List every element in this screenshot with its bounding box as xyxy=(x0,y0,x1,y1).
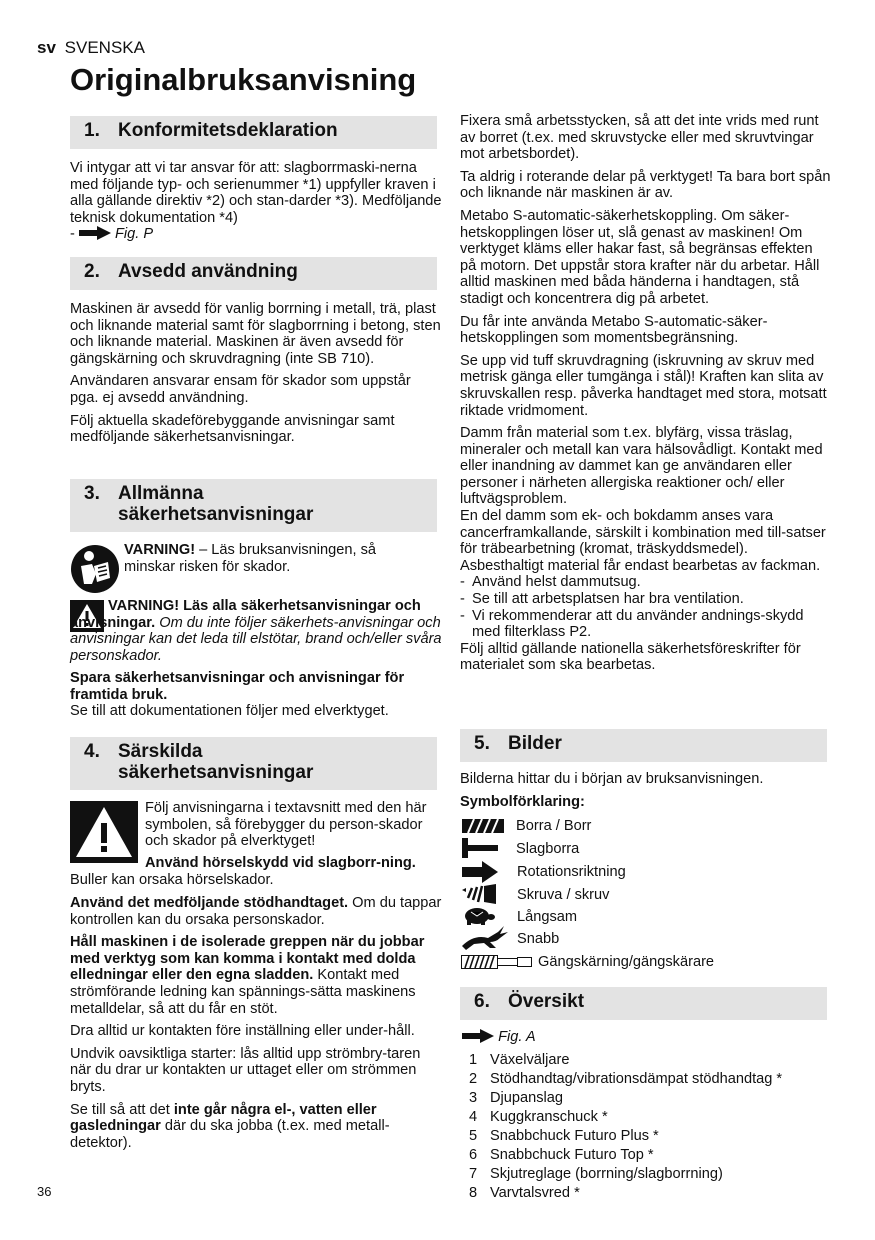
hearing-bold: Använd hörselskydd vid slagborr-ning. xyxy=(145,855,416,871)
section-5-heading xyxy=(460,729,827,762)
figures-intro: Bilderna hittar du i början av bruksanvisningen. xyxy=(460,771,764,787)
section-6-heading xyxy=(460,987,827,1020)
warning-read-manual xyxy=(124,542,424,575)
clutch-torque-text: Du får inte använda Metabo S-automatic-säker-hetskopplingen som momentsbegränsning. xyxy=(460,313,768,347)
warning-text: – Läs bruksanvisningen, så minskar risken för skador. xyxy=(124,542,376,575)
hare-icon xyxy=(460,926,510,950)
list-item xyxy=(469,1127,839,1146)
grip-paragraph xyxy=(70,934,442,1017)
list-item xyxy=(469,1165,839,1184)
item-label: Snabbchuck Futuro Plus * xyxy=(490,1128,659,1144)
unplug-text: Dra alltid ur kontakten före inställning eller under-håll. xyxy=(70,1023,415,1040)
section-5-text xyxy=(460,771,832,810)
symbol-label: Skruva / skruv xyxy=(517,887,610,903)
page-title: Originalbruksanvisning xyxy=(70,62,417,97)
liability-text: Användaren ansvarar ensam för skador som uppstår pga. ej avsedd användning. xyxy=(70,373,411,406)
right-column-text xyxy=(460,113,832,674)
warning-italic-text: Om du inte följer säkerhets-anvisningar och anvisningar kan det leda till elstötar, brand och/eller svåra personskador. xyxy=(70,614,442,664)
list-item-text: Vi rekommenderar att du använder andnings-skydd med filterklass P2. xyxy=(472,607,804,641)
item-label: Snabbchuck Futuro Top * xyxy=(490,1147,654,1163)
page-number: 36 xyxy=(37,1184,52,1199)
item-label: Kuggkranschuck * xyxy=(490,1109,608,1125)
hammer-icon xyxy=(462,838,498,858)
handle-bold: Använd det medföljande stödhandtaget. xyxy=(70,895,349,911)
language-code: sv xyxy=(37,38,56,57)
section-number: 4. xyxy=(84,741,100,762)
item-label: Varvtalsvred * xyxy=(490,1185,580,1201)
symbol-label: Långsam xyxy=(517,909,578,925)
item-number: 5 xyxy=(469,1128,478,1144)
item-number: 6 xyxy=(469,1147,478,1163)
list-item: - Se till att arbetsplatsen har bra ventilation. xyxy=(460,591,744,608)
rotating-parts-text: Ta aldrig i roterande delar på verktyget! Ta bara bort spån och liknande när maskinen är av. xyxy=(460,168,831,202)
grip-bold: Håll maskinen i de isolerade greppen när du jobbar med verktyg som kan komma i kontakt med dolda elledningar eller den egna sladden. xyxy=(70,934,425,984)
keep-instructions xyxy=(70,670,442,720)
symbol-label: Snabb xyxy=(517,931,560,947)
item-number: 3 xyxy=(469,1090,478,1106)
warning-all-instructions xyxy=(70,598,442,664)
section-title: Bilder xyxy=(508,733,562,754)
tap-icon xyxy=(461,955,533,969)
symbol-intro-text: Följ anvisningarna i textavsnitt med den här symbolen, så förebygger du person-skador och skador på elverktyget! xyxy=(145,800,427,850)
hearing-text: Buller kan orsaka hörselskador. xyxy=(70,871,274,888)
item-label: Skjutreglage (borrning/slagborrning) xyxy=(490,1166,723,1182)
list-item xyxy=(469,1184,839,1203)
language-label xyxy=(37,38,145,58)
dash: - xyxy=(70,226,75,243)
section-number: 2. xyxy=(84,261,100,282)
prevention-text: Följ aktuella skadeförebyggande anvisningar samt medföljande säkerhetsanvisningar. xyxy=(70,412,395,446)
item-label: Djupanslag xyxy=(490,1090,564,1106)
legend-title: Symbolförklaring: xyxy=(460,793,585,810)
hearing-protection xyxy=(70,855,442,888)
read-manual-icon xyxy=(70,544,120,594)
overview-figure-ref xyxy=(462,1029,536,1046)
dust-text: Damm från material som t.ex. blyfärg, vissa träslag, mineraler och metall kan vara hälsovådligt. Kontakt med eller inandning av dammet kan ge användaren eller personer i närheten allergiska reaktioner och/ eller luftvägsproblem. xyxy=(460,425,823,508)
section-number: 1. xyxy=(84,120,100,141)
restart-text: Undvik oavsiktliga starter: lås alltid upp strömbry-taren när du drar ur kontakten ur uttaget eller om strömmen bryts. xyxy=(70,1045,421,1095)
section-title-line2: säkerhetsanvisningar xyxy=(118,762,314,783)
carcinogen-text: En del damm som ek- och bokdamm anses vara cancerframkallande, särskilt i kombination med till-satser för träbearbetning (kromat, träskyddsmedel). Asbesthaltigt material får endast bearbetas av fackman. xyxy=(460,508,826,574)
section-number: 3. xyxy=(84,483,100,504)
symbol-label: Borra / Borr xyxy=(516,818,592,834)
list-item xyxy=(469,1051,839,1070)
arrow-icon xyxy=(462,1029,494,1043)
list-item-text: Se till att arbetsplatsen har bra ventilation. xyxy=(472,591,744,608)
keep-instructions-bold: Spara säkerhetsanvisningar och anvisningar för framtida bruk. xyxy=(70,670,405,703)
section-number: 5. xyxy=(474,733,490,754)
list-item: - Vi rekommenderar att du använder andnings-skydd med filterklass P2. xyxy=(460,608,832,641)
section-title-line1: Allmänna xyxy=(118,483,204,504)
section-title-line2: säkerhetsanvisningar xyxy=(118,504,314,525)
list-item-text: Använd helst dammutsug. xyxy=(472,574,641,591)
section-number: 6. xyxy=(474,991,490,1012)
section-4-text xyxy=(70,895,442,1151)
handle-text: Om du tappar kontrollen kan du orsaka personskador. xyxy=(70,895,442,928)
section-4-intro xyxy=(145,800,439,850)
item-label: Stödhandtag/vibrationsdämpat stödhandtag * xyxy=(490,1071,783,1087)
grip-text: Kontakt med strömförande ledning kan spännings-sätta maskinens metalldelar, så att du får en stöt. xyxy=(70,967,416,1017)
lines-post: där du ska jobba (t.ex. med metall-detektor). xyxy=(70,1118,390,1151)
figure-ref-line xyxy=(70,226,442,243)
section-title: Avsedd användning xyxy=(118,261,298,282)
screwdriving-text: Se upp vid tuff skruvdragning (iskruvning av skruv med metrisk gänga eller tumgänga i stål)! Kraften kan slita av skruvskallen resp. påverka handtaget med stora, motsatt riktade vridmoment. xyxy=(460,352,827,419)
item-number: 2 xyxy=(469,1071,478,1087)
dust-list xyxy=(460,574,832,640)
lines-bold: inte går några el-, vatten eller gasledningar xyxy=(70,1101,377,1135)
list-item: - Använd helst dammutsug. xyxy=(460,574,641,591)
arrow-icon xyxy=(79,226,111,240)
list-item xyxy=(469,1089,839,1108)
regulations-text: Följ alltid gällande nationella säkerhetsföreskrifter för materialet som ska bearbetas. xyxy=(460,640,801,674)
intended-use-text: Maskinen är avsedd för vanlig borrning i metall, trä, plast och liknande material samt för slagborrning i betong, sten och liknande material. Maskinen är även avsedd för gängskärning och skruvdragning (inte SB 710). xyxy=(70,301,441,367)
list-item xyxy=(469,1146,839,1165)
language-name: SVENSKA xyxy=(64,38,145,57)
item-label: Växelväljare xyxy=(490,1052,570,1068)
list-item xyxy=(469,1108,839,1127)
warning-label: VARNING! xyxy=(124,542,196,558)
item-number: 7 xyxy=(469,1166,478,1182)
turtle-icon xyxy=(462,906,496,926)
workpiece-text: Fixera små arbetsstycken, så att det inte vrids med runt av borret (t.ex. med skruvstycke eller med skruvtvingar mot arbetsbordet). xyxy=(460,113,819,163)
drill-bit-icon xyxy=(462,819,504,833)
section-2-heading xyxy=(70,257,437,290)
symbol-label: Gängskärning/gängskärare xyxy=(538,954,715,970)
section-2-text xyxy=(70,301,442,446)
overview-list xyxy=(469,1051,839,1203)
conformity-text: Vi intygar att vi tar ansvar för att: slagborrmaski-nerna med följande typ- och serienummer *1) uppfyller kraven i alla gällande direktiv *2) och stan-darder *3). Medföljande teknisk dokumentation *4) xyxy=(70,160,442,226)
section-1-text xyxy=(70,160,442,243)
figure-ref: Fig. P xyxy=(115,226,154,243)
section-3-heading xyxy=(70,479,437,532)
safety-clutch-text: Metabo S-automatic-säkerhetskoppling. Om säker-hetskopplingen löser ut, slå genast av maskinen! Om verktyget kläms eller hakar fast, så begränsas effekten på motorn. Det uppstår stora krafter när du arbetar. Håll alltid maskinen med båda händerna i handtagen, stå stadigt och koncentrera dig på arbetet. xyxy=(460,207,820,307)
item-number: 1 xyxy=(469,1052,478,1068)
section-title: Konformitetsdeklaration xyxy=(118,120,338,141)
symbol-label: Rotationsriktning xyxy=(517,864,626,880)
warning-bold-text: VARNING! Läs alla säkerhetsanvisningar och anvisningar. xyxy=(70,598,421,631)
section-1-heading xyxy=(70,116,437,149)
hidden-lines-paragraph xyxy=(70,1102,442,1152)
list-item xyxy=(469,1070,839,1089)
section-4-heading xyxy=(70,737,437,790)
handle-paragraph xyxy=(70,895,442,928)
section-title: Översikt xyxy=(508,991,585,1012)
caution-icon xyxy=(70,801,138,863)
symbol-label: Slagborra xyxy=(516,841,580,857)
figure-ref: Fig. A xyxy=(498,1029,536,1045)
item-number: 4 xyxy=(469,1109,478,1125)
arrow-icon xyxy=(462,861,498,883)
keep-instructions-text: Se till att dokumentationen följer med elverktyget. xyxy=(70,703,389,720)
lines-pre: Se till så att det xyxy=(70,1101,174,1118)
section-title-line1: Särskilda xyxy=(118,741,203,762)
screw-icon xyxy=(462,884,496,904)
item-number: 8 xyxy=(469,1185,478,1201)
